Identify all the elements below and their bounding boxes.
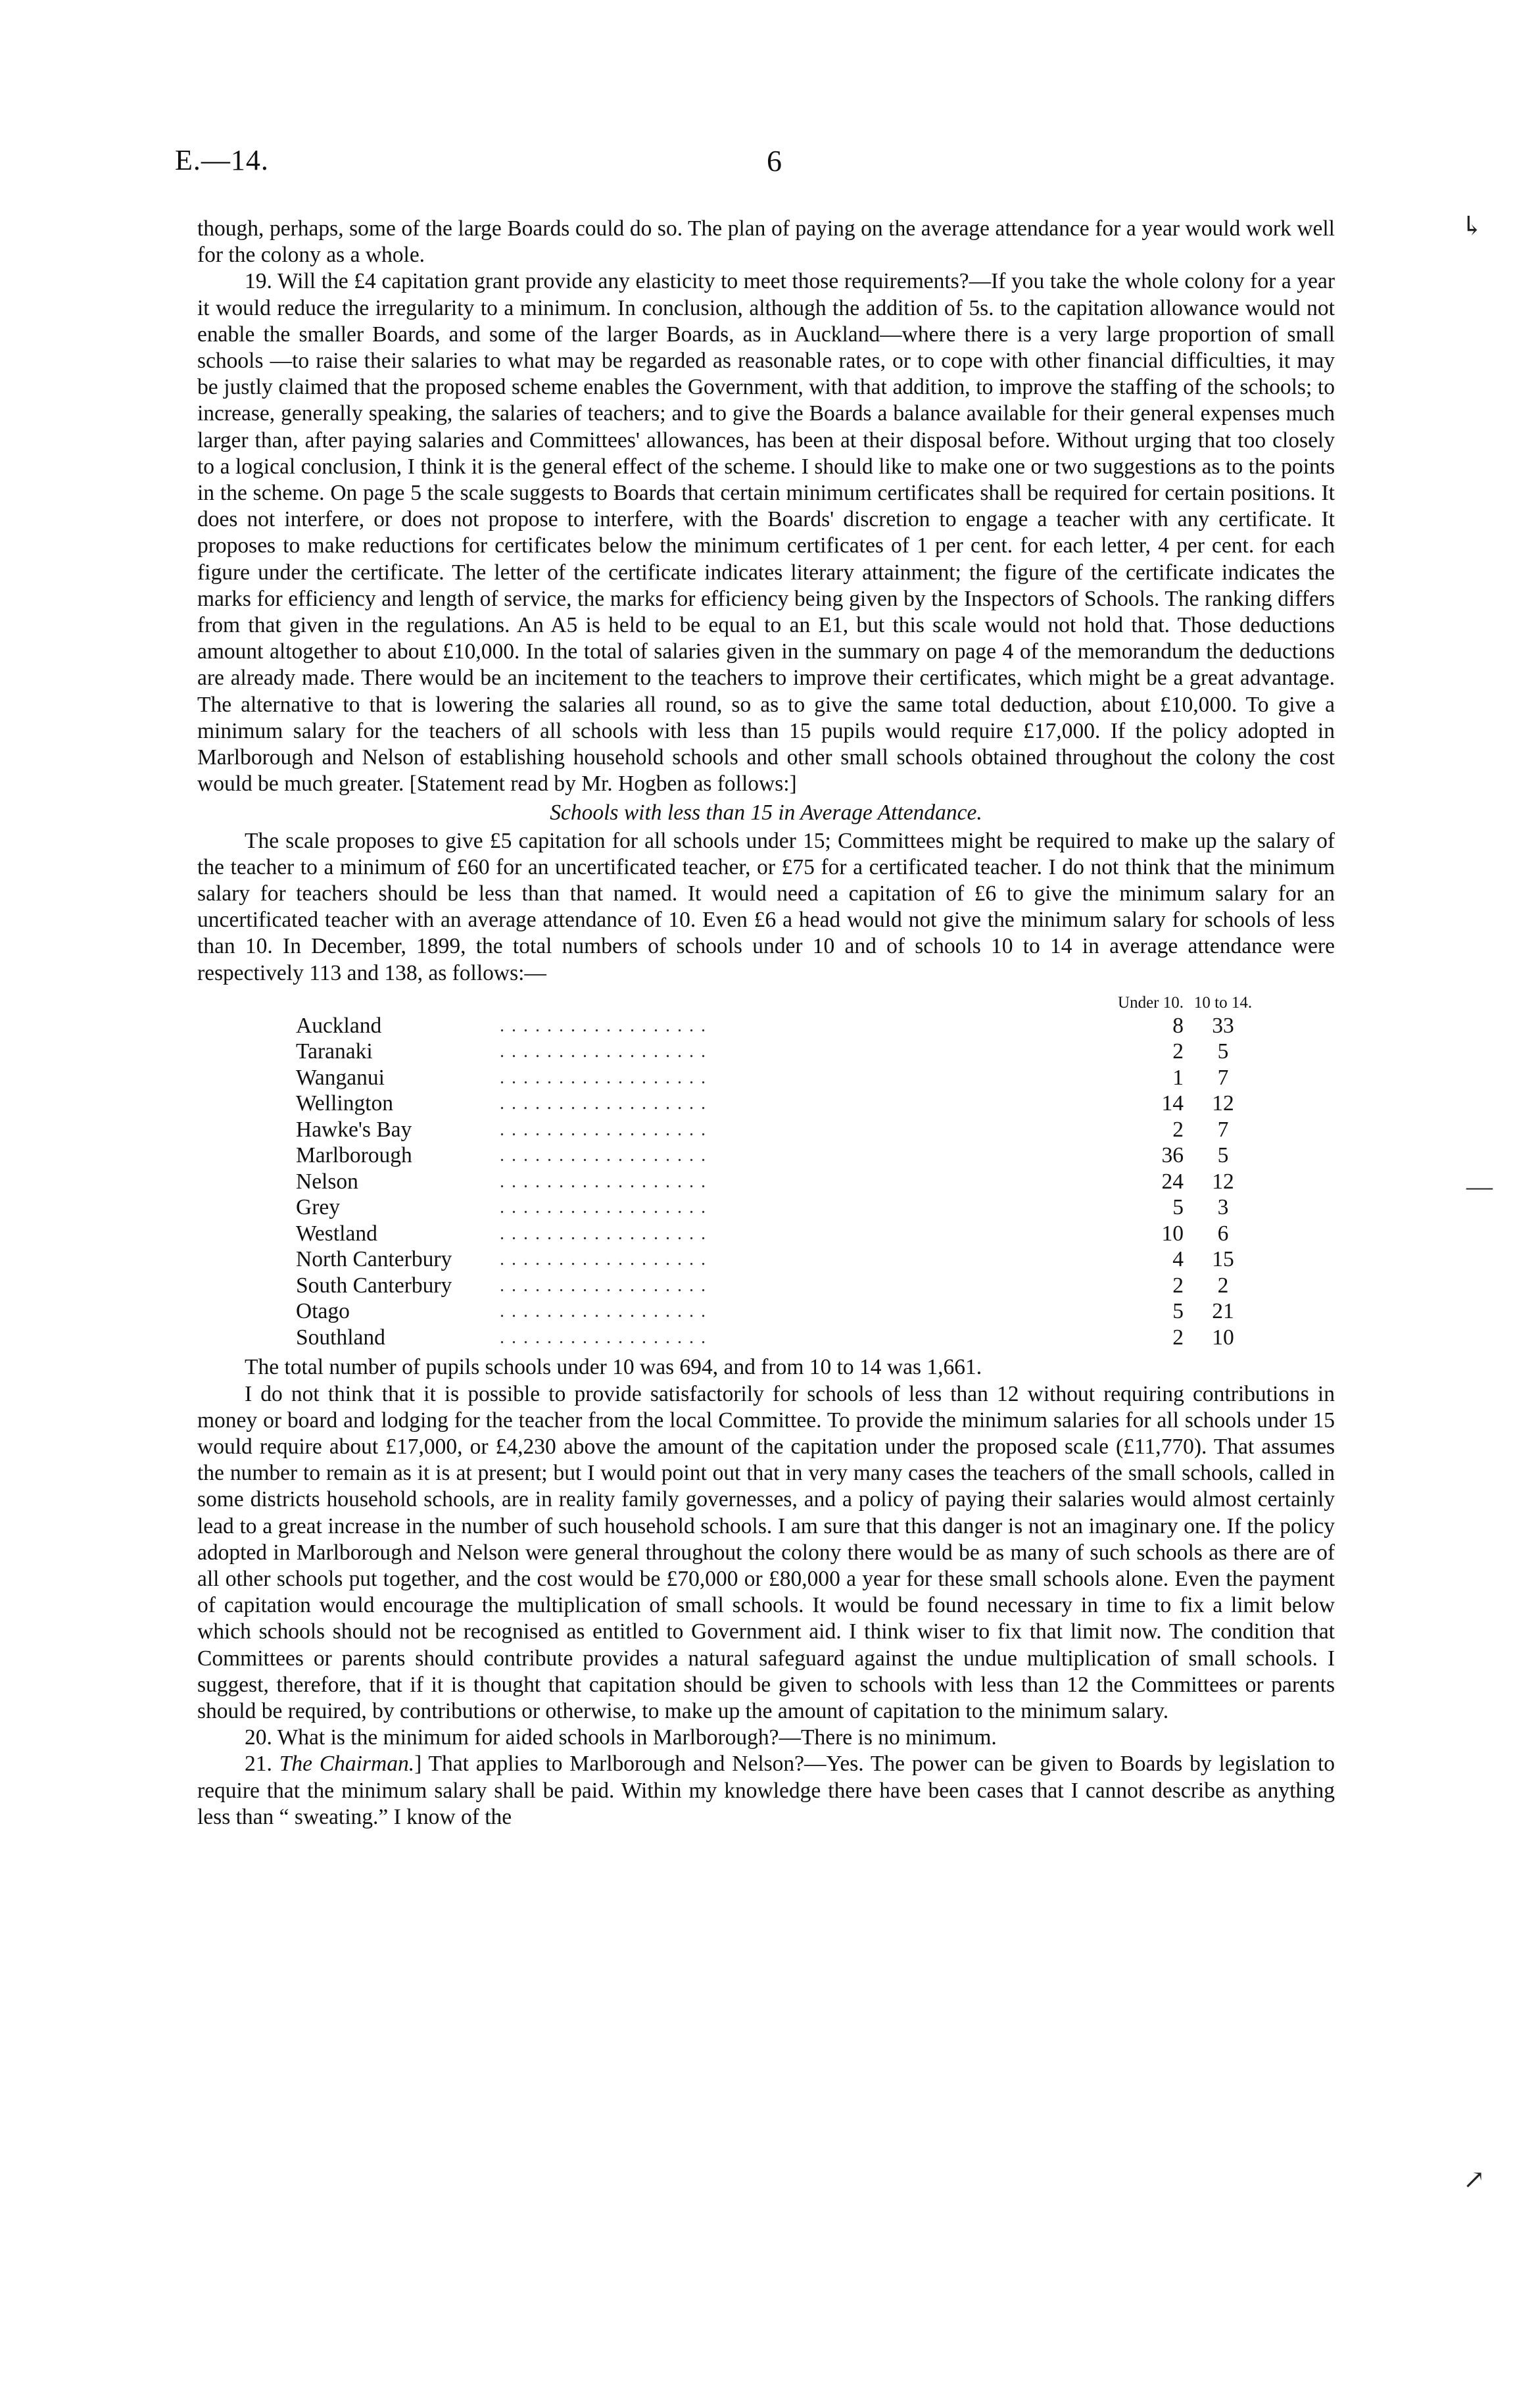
- under-10-value: 1: [1172, 1065, 1184, 1090]
- district-name: Nelson: [296, 1169, 358, 1194]
- margin-mark: ↗: [1463, 2165, 1485, 2194]
- paragraph-continuation: though, perhaps, some of the large Boards could do so. The plan of paying on the average attendance for a year would work well for the colony as a whole.: [197, 216, 1335, 268]
- section-subheading: Schools with less than 15 in Average Attendance.: [550, 800, 982, 825]
- leader-dots: . . . . . . . . . . . . . . . . . .: [500, 1119, 707, 1140]
- ten-to-14-value: 10: [1212, 1325, 1234, 1350]
- margin-mark: ↳: [1461, 211, 1483, 241]
- table-row: [296, 1065, 1262, 1091]
- paragraph-q21: [197, 1751, 1335, 1831]
- document-id: E.—14.: [175, 144, 269, 176]
- column-header-under-10: Under 10.: [1118, 993, 1184, 1012]
- table-row: [296, 1221, 1262, 1247]
- leader-dots: . . . . . . . . . . . . . . . . . .: [500, 1067, 707, 1088]
- under-10-value: 2: [1172, 1117, 1184, 1142]
- district-name: Marlborough: [296, 1143, 412, 1168]
- district-name: Wellington: [296, 1091, 394, 1116]
- ten-to-14-value: 12: [1212, 1169, 1234, 1194]
- leader-dots: . . . . . . . . . . . . . . . . . .: [500, 1223, 707, 1244]
- table-row: [296, 1039, 1262, 1065]
- table-row: [296, 1325, 1262, 1351]
- under-10-value: 4: [1172, 1247, 1184, 1272]
- district-name: North Canterbury: [296, 1247, 452, 1272]
- under-10-value: 24: [1161, 1169, 1184, 1194]
- under-10-value: 5: [1172, 1195, 1184, 1220]
- district-name: Auckland: [296, 1013, 382, 1038]
- paragraph-q20: 20. What is the minimum for aided schools in Marlborough?—There is no minimum.: [245, 1725, 997, 1750]
- ten-to-14-value: 12: [1212, 1091, 1234, 1116]
- ten-to-14-value: 5: [1217, 1039, 1229, 1064]
- ten-to-14-value: 7: [1217, 1117, 1229, 1142]
- under-10-value: 2: [1172, 1273, 1184, 1298]
- under-10-value: 8: [1172, 1013, 1184, 1038]
- ten-to-14-value: 15: [1212, 1247, 1234, 1272]
- district-name: South Canterbury: [296, 1273, 452, 1298]
- district-name: Hawke's Bay: [296, 1117, 412, 1142]
- leader-dots: . . . . . . . . . . . . . . . . . .: [500, 1093, 707, 1114]
- ten-to-14-value: 2: [1217, 1273, 1229, 1298]
- under-10-value: 14: [1161, 1091, 1184, 1116]
- paragraph-scale: The scale proposes to give £5 capitation for all schools under 15; Committees might be required to make up the salary of the teacher to a minimum of £60 for an uncertificated teacher, or £75 for a certificated teacher. I do not think that the minimum salary for teachers should be less than that named. It would need a capitation of £6 to give the minimum salary for an uncertificated teacher with an average attendance of 10. Even £6 a head would not give the minimum salary for schools of less than 10. In December, 1899, the total numbers of schools under 10 and of schools 10 to 14 in average attendance were respectively 113 and 138, as follows:—: [197, 828, 1335, 985]
- table-header-row: [296, 993, 1262, 1013]
- paragraph-totals: The total number of pupils schools under 10 was 694, and from 10 to 14 was 1,661.: [245, 1355, 982, 1380]
- leader-dots: . . . . . . . . . . . . . . . . . .: [500, 1275, 707, 1296]
- ten-to-14-value: 33: [1212, 1013, 1234, 1038]
- ten-to-14-value: 6: [1217, 1221, 1229, 1246]
- district-name: Wanganui: [296, 1065, 385, 1090]
- question-number: 21.: [245, 1752, 272, 1777]
- ten-to-14-value: 3: [1217, 1195, 1229, 1220]
- leader-dots: . . . . . . . . . . . . . . . . . .: [500, 1327, 707, 1348]
- column-header-10-to-14: 10 to 14.: [1193, 993, 1253, 1012]
- paragraph-minimum-salaries: I do not think that it is possible to provide satisfactorily for schools of less than 12 without requiring contributions in money or board and lodging for the teacher from the local Committee. To provide the minimum salaries for all schools under 15 would require about £17,000, or £4,230 above the amount of the capitation under the proposed scale (£11,770). That assumes the number to remain as it is at present; but I would point out that in very many cases the teachers of the small schools, called in some districts household schools, are in reality family governesses, and a policy of paying their salaries would almost certainly lead to a great increase in the number of such household schools. I am sure that this danger is not an imaginary one. If the policy adopted in Marlborough and Nelson were general throughout the colony there would be as many of such schools as there are of all other schools put together, and the cost would be £70,000 or £80,000 a year for these small schools alone. Even the payment of capitation would encourage the multiplication of small schools. It would be found necessary in time to fix a limit below which schools should not be recognised as entitled to Government aid. I think wiser to fix that limit now. The condition that Committees or parents should contribute provides a natural safeguard against the undue multiplication of small schools. I suggest, therefore, that if it is thought that capitation should be given to schools with less than 12 the Committees or parents should be required, by contributions or otherwise, to make up the amount of capitation to the minimum salary.: [197, 1381, 1335, 1724]
- under-10-value: 36: [1161, 1143, 1184, 1168]
- margin-mark: —: [1466, 1171, 1493, 1201]
- schools-table: [296, 993, 1262, 1351]
- page-header: [175, 143, 1332, 189]
- table-row: [296, 1091, 1262, 1117]
- table-row: [296, 1194, 1262, 1221]
- under-10-value: 2: [1172, 1039, 1184, 1064]
- page-number: 6: [767, 144, 782, 178]
- leader-dots: . . . . . . . . . . . . . . . . . .: [500, 1171, 707, 1192]
- leader-dots: . . . . . . . . . . . . . . . . . .: [500, 1015, 707, 1036]
- table-row: [296, 1117, 1262, 1143]
- leader-dots: . . . . . . . . . . . . . . . . . .: [500, 1145, 707, 1166]
- district-name: Taranaki: [296, 1039, 373, 1064]
- table-row: [296, 1273, 1262, 1299]
- leader-dots: . . . . . . . . . . . . . . . . . .: [500, 1041, 707, 1062]
- district-name: Grey: [296, 1195, 340, 1220]
- paragraph-q19: 19. Will the £4 capitation grant provide any elasticity to meet those requirements?—If you take the whole colony for a year it would reduce the irregularity to a minimum. In conclusion, although the addition of 5s. to the capitation allowance would not enable the smaller Boards, and some of the larger Boards, as in Auckland—where there is a very large proportion of small schools —to raise their salaries to what may be regarded as reasonable rates, or to cope with other financial difficulties, it may be justly claimed that the proposed scheme enables the Government, with that addition, to improve the staffing of the schools; to increase, generally speaking, the salaries of teachers; and to give the Boards a balance available for their general expenses much larger than, after paying salaries and Committees' allowances, has been at their disposal before. Without urging that too closely to a logical conclusion, I think it is the general effect of the scheme. I should like to make one or two suggestions as to the points in the scheme. On page 5 the scale suggests to Boards that certain minimum certificates shall be required for certain positions. It does not interfere, or does not propose to interfere, with the Boards' discretion to engage a teacher with any certificate. It proposes to make reductions for certificates below the minimum certificates of 1 per cent. for each letter, 4 per cent. for each figure under the certificate. The letter of the certificate indicates literary attainment; the figure of the certificate indicates the marks for efficiency and length of service, the marks for efficiency being given by the Inspectors of Schools. The ranking differs from that given in the regulations. An A5 is held to be equal to an E1, but this scale would not hold that. Those deductions amount altogether to about £10,000. In the total of salaries given in the summary on page 4 of the memorandum the deductions are already made. There would be an incitement to the teachers to improve their certificates, which might be a great advantage. The alternative to that is lowering the salaries all round, so as to give the same total deduction, about £10,000. To give a minimum salary for the teachers of all schools with less than 15 pupils would require £17,000. If the policy adopted in Marlborough and Nelson of establishing household schools and other small schools obtained throughout the colony the cost would be much greater. [Statement read by Mr. Hogben as follows:]: [197, 269, 1335, 797]
- ten-to-14-value: 7: [1217, 1065, 1229, 1090]
- table-row: [296, 1298, 1262, 1325]
- table-body: [296, 1013, 1262, 1351]
- table-row: [296, 1169, 1262, 1195]
- table-row: [296, 1246, 1262, 1273]
- table-row: [296, 1013, 1262, 1039]
- ten-to-14-value: 5: [1217, 1143, 1229, 1168]
- district-name: Southland: [296, 1325, 385, 1350]
- table-row: [296, 1143, 1262, 1169]
- under-10-value: 5: [1172, 1299, 1184, 1324]
- leader-dots: . . . . . . . . . . . . . . . . . .: [500, 1197, 707, 1218]
- leader-dots: . . . . . . . . . . . . . . . . . .: [500, 1249, 707, 1270]
- speaker-name: The Chairman.: [279, 1752, 415, 1777]
- district-name: Westland: [296, 1221, 377, 1246]
- ten-to-14-value: 21: [1212, 1299, 1234, 1324]
- under-10-value: 2: [1172, 1325, 1184, 1350]
- q21-text: ] That applies to Marlborough and Nelson?—Yes. The power can be given to Boards by legislation to require that the minimum salary shall be paid. Within my knowledge there have been cases that I cannot describe as anything less than “ sweating.” I know of the: [197, 1752, 1335, 1829]
- leader-dots: . . . . . . . . . . . . . . . . . .: [500, 1301, 707, 1322]
- under-10-value: 10: [1161, 1221, 1184, 1246]
- district-name: Otago: [296, 1299, 350, 1324]
- document-body: [197, 216, 1335, 1831]
